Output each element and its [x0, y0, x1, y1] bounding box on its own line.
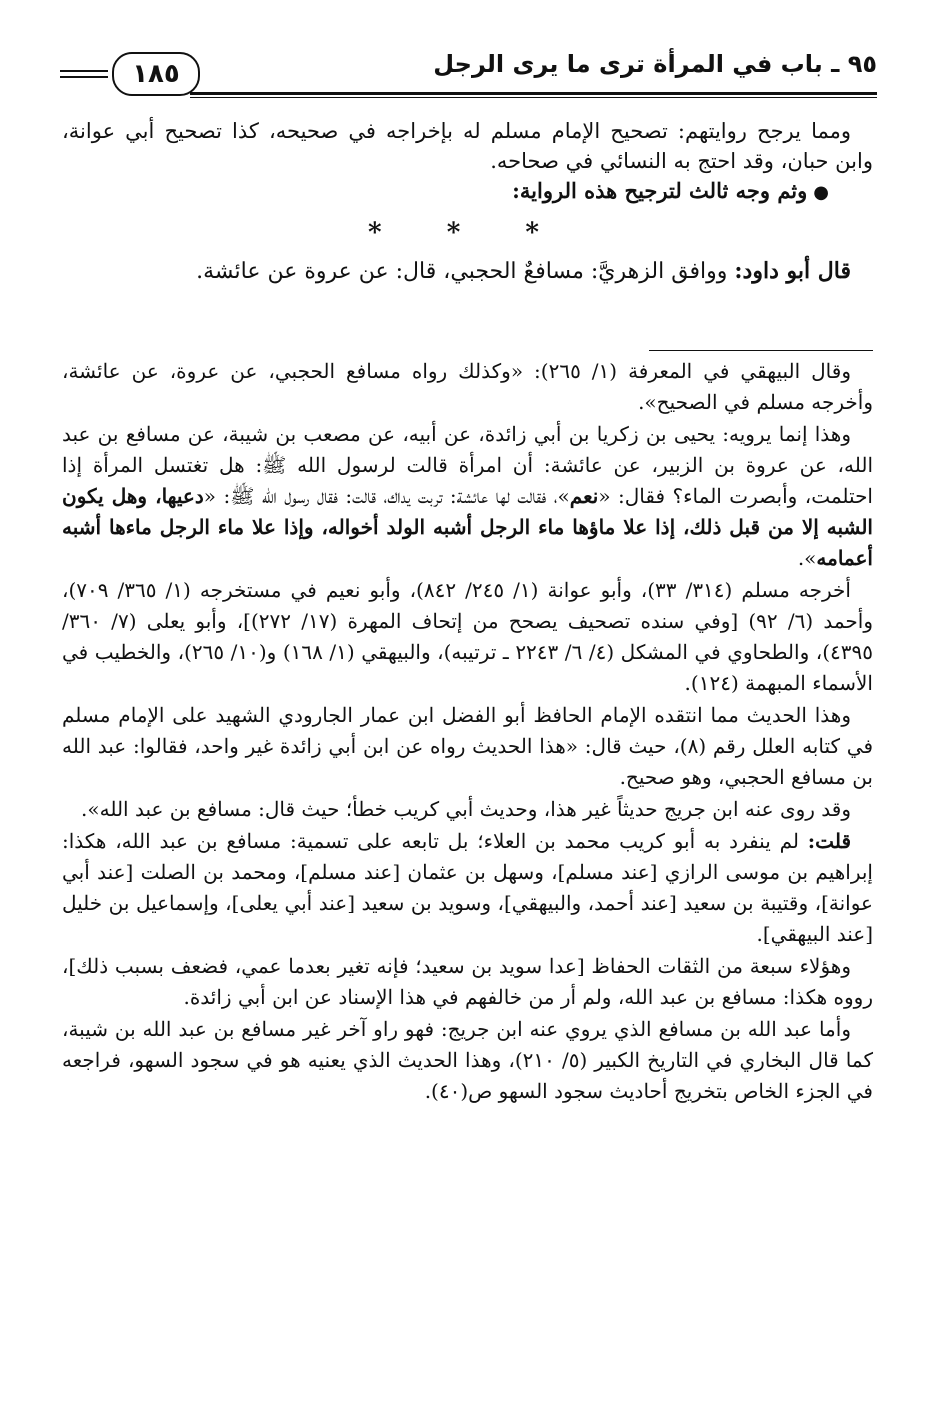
page-number: ١٨٥	[112, 52, 200, 96]
qultu-label: قلت:	[807, 829, 851, 853]
footnote-paragraph: قلت: لم ينفرد به أبو كريب محمد بن العلاء؛ بل تابعه على تسمية: مسافع بن عبد الله، هكذا: إبراهيم بن موسى الرازي [عند مسلم]، وسهل بن عثمان [عند مسلم]، ومحمد بن الصلت [عند أبي عوانة]، وقتيبة بن سعيد [عند أحمد، والبيهقي]، وسويد بن سعيد [عند أبي يعلى]، وإسماعيل بن خليل [عند البيهقي].	[62, 829, 873, 946]
abu-dawud-statement	[62, 256, 873, 287]
footnote-paragraph: وقد روى عنه ابن جريج حديثاً غير هذا، وحديث أبي كريب خطأ؛ حيث قال: مسافع بن عبد الله».	[81, 797, 851, 821]
paragraph: ومما يرجح روايتهم: تصحيح الإمام مسلم له بإخراجه في صحيحه، كذا تصحيح أبي عوانة، وابن حبان، وقد احتج به النسائي في صحاحه.	[62, 119, 873, 173]
abu-dawud-text: ووافق الزهريَّ: مسافعٌ الحجبي، قال: عن عروة عن عائشة.	[196, 259, 728, 284]
header-ornament-lines	[60, 70, 108, 82]
footnote-paragraph: وقال البيهقي في المعرفة (١/ ٢٦٥): «وكذلك رواه مسافع الحجبي، عن عروة، عن عائشة، وأخرجه مسلم في الصحيح».	[62, 359, 873, 414]
header-rule-thick	[190, 92, 877, 95]
main-text	[62, 116, 873, 287]
footnote-paragraph: أخرجه مسلم (٣١٤/ ٣٣)، وأبو عوانة (١/ ٢٤٥/ ٨٤٢)، وأبو نعيم في مستخرجه (١/ ٣٦٥/ ٧٠٩)، وأحمد (٦/ ٩٢) [وفي سنده تصحيف يصحح من إتحاف المهرة (١٧/ ٢٧٢)]، وأبو يعلى (٧/ ٣٦٠/ ٤٣٩٥)، والطحاوي في المشكل (٤/ ٦/ ٢٢٤٣ ـ ترتيبه)، والبيهقي (١/ ١٦٨) و(١٠/ ٢٦٥)، والخطيب في الأسماء المبهمة (١٢٤).	[62, 578, 873, 695]
header-rule-thin	[190, 97, 877, 98]
section-heading: ●وثم وجه ثالث لترجيح هذه الرواية:	[62, 176, 873, 208]
abu-dawud-label: قال أبو داود:	[734, 258, 851, 284]
bullet-icon: ●	[813, 182, 829, 203]
footnote-separator	[649, 350, 873, 351]
footnotes	[62, 356, 873, 1108]
footnote-paragraph: وهذا إنما يرويه: يحيى بن زكريا بن أبي زائدة، عن أبيه، عن مصعب بن شيبة، عن مسافع بن عبد الله، عن عروة بن الزبير، عن عائشة: أن امرأة قالت لرسول الله ﷺ: هل تغتسل المرأة إذا احتلمت، وأبصرت الماء؟ فقال: «نعم»، فقالت لها عائشة: تربت يداك، قالت: فقال رسول الله ﷺ: «دعيها، وهل يكون الشبه إلا من قبل ذلك، إذا علا ماؤها ماء الرجل أشبه الولد أخواله، وإذا علا ماء الرجل ماءها أشبه أعمامه».	[62, 422, 873, 570]
footnote-paragraph: وهذا الحديث مما انتقده الإمام الحافظ أبو الفضل ابن عمار الجارودي الشهيد على الإمام مسلم في كتابه العلل رقم (٨)، حيث قال: «هذا الحديث رواه عن ابن أبي زائدة غير واحد، فقالوا: عبد الله بن مسافع الحجبي، وهو صحيح.	[62, 703, 874, 789]
footnote-paragraph: وهؤلاء سبعة من الثقات الحفاظ [عدا سويد بن سعيد؛ فإنه تغير بعدما عمي، فضعف بسبب ذلك]، رووه هكذا: مسافع بن عبد الله، ولم أر من خالفهم في هذا الإسناد عن ابن أبي زائدة.	[62, 954, 873, 1009]
footnote-paragraph: وأما عبد الله بن مسافع الذي يروي عنه ابن جريج: فهو راو آخر غير مسافع بن عبد الله بن شيبة، كما قال البخاري في التاريخ الكبير (٥/ ٢١٠)، وهذا الحديث الذي يعنيه هو في سجود السهو، فراجعه في الجزء الخاص بتخريج أحاديث سجود السهو ص(٤٠).	[62, 1017, 873, 1103]
chapter-title: ٩٥ ـ باب في المرأة ترى ما يرى الرجل	[433, 50, 877, 78]
separator-stars: * * *	[368, 218, 567, 248]
page-header	[60, 44, 877, 96]
